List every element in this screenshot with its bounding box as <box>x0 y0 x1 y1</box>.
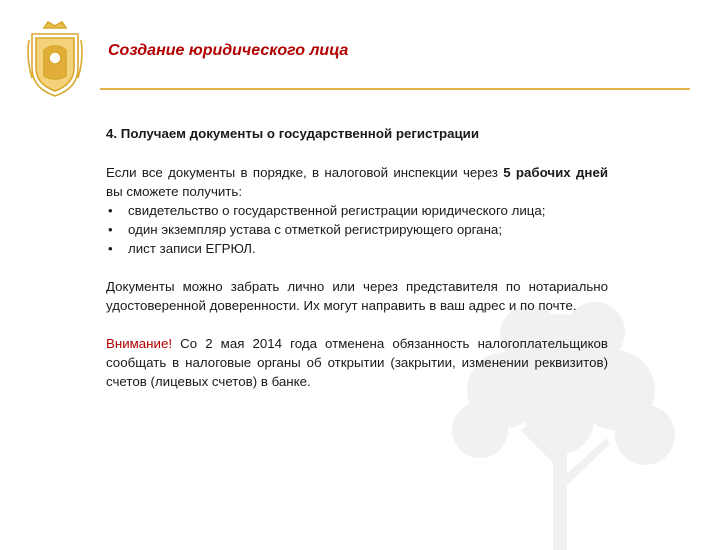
pickup-paragraph: Документы можно забрать лично или через представителя по нотариально удостоверенной доверенности. Их могут направить в ваш адрес и по почте. <box>106 279 608 313</box>
warning-paragraph <box>106 334 608 391</box>
documents-list <box>106 201 608 258</box>
section-heading: 4. Получаем документы о государственной регистрации <box>106 126 480 141</box>
intro-text: Если все документы в порядке, в налоговой инспекции через <box>106 165 504 180</box>
list-item: • лист записи ЕГРЮЛ. <box>106 239 608 258</box>
intro-text-end: вы сможете получить: <box>106 184 243 199</box>
content-body <box>106 124 608 391</box>
title-divider <box>100 88 690 90</box>
list-item: • один экземпляр устава с отметкой регистрирующего органа; <box>106 220 608 239</box>
warning-text: Со 2 мая 2014 года отменена обязанность налогоплательщиков сообщать в налоговые органы об открытии (закрытии, изменении реквизитов) счетов (лицевых счетов) в банке. <box>106 336 608 389</box>
list-item: • свидетельство о государственной регистрации юридического лица; <box>106 201 608 220</box>
intro-emphasis: 5 рабочих дней <box>503 165 609 180</box>
warning-label: Внимание! <box>106 336 173 351</box>
intro-paragraph <box>106 163 608 201</box>
slide-title: Создание юридического лица <box>108 42 349 59</box>
moscow-region-emblem-icon <box>26 18 84 100</box>
